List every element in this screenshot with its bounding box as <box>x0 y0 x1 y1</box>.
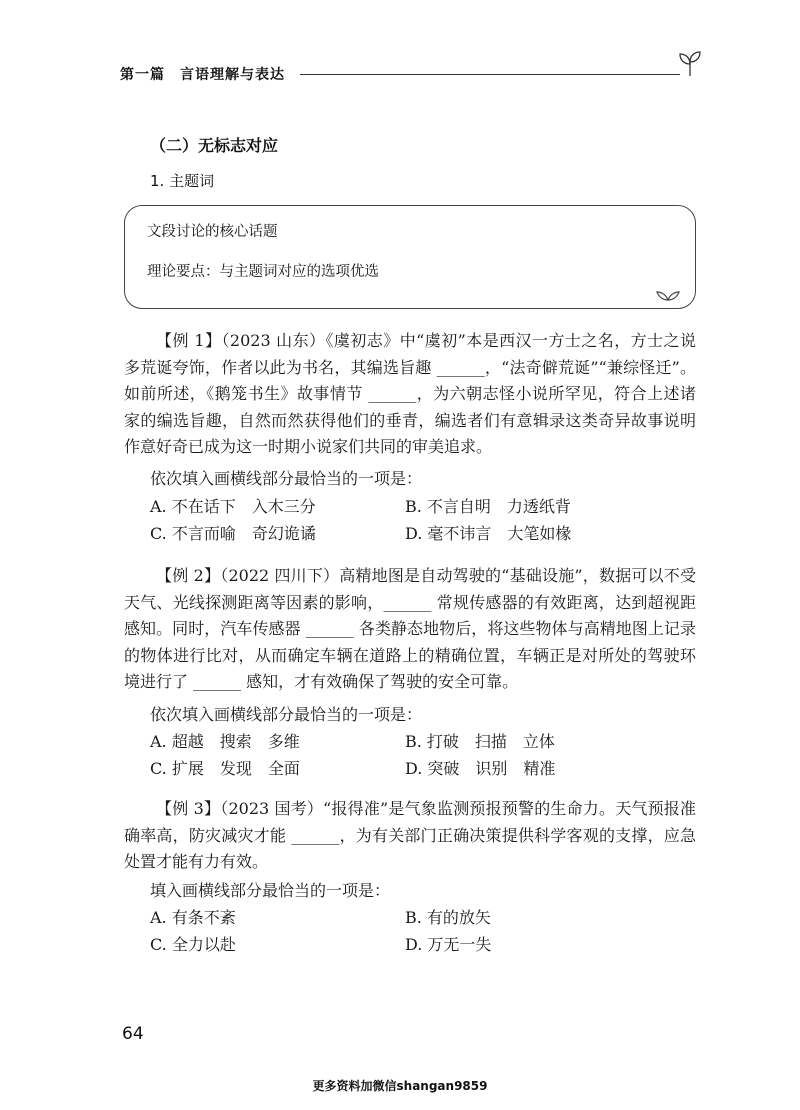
concept-definition: 文段讨论的核心话题 <box>147 224 278 240</box>
concept-box <box>124 205 696 309</box>
concept-key-point: 理论要点：与主题词对应的选项优选 <box>147 264 379 280</box>
example-1-prompt: 依次填入画横线部分最恰当的一项是： <box>150 469 423 488</box>
example-1-option-c: C. 不言而喻 奇幻诡谲 <box>150 524 316 543</box>
chapter-title: 第一篇 言语理解与表达 <box>120 67 285 83</box>
example-3-option-b: B. 有的放矢 <box>405 908 491 927</box>
example-2-option-c: C. 扩展 发现 全面 <box>150 759 300 778</box>
leaf-icon <box>651 288 685 304</box>
example-3-text: 【例 3】（2023 国考）“报得准”是气象监测预报预警的生命力。天气预报准确率高，防灾减灾才能 ______，为有关部门正确决策提供科学客观的支撑，应急处置才能有力有效。 <box>124 799 696 871</box>
example-2-option-a: A. 超越 搜索 多维 <box>150 732 300 751</box>
example-1-option-b: B. 不言自明 力透纸背 <box>405 497 571 516</box>
example-2-option-b: B. 打破 扫描 立体 <box>405 732 555 751</box>
example-2-prompt: 依次填入画横线部分最恰当的一项是： <box>150 705 423 724</box>
example-3-prompt: 填入画横线部分最恰当的一项是： <box>150 881 391 900</box>
example-1-option-a: A. 不在话下 入木三分 <box>150 497 316 516</box>
page-number: 64 <box>122 1024 144 1044</box>
section-title: （二）无标志对应 <box>150 136 279 155</box>
header-rule <box>300 74 680 75</box>
subsection-title: 1. 主题词 <box>150 172 215 190</box>
footer-note: 更多资料加微信shangan9859 <box>312 1079 488 1093</box>
example-2-option-d: D. 突破 识别 精准 <box>405 759 556 778</box>
example-3-option-c: C. 全力以赴 <box>150 935 236 954</box>
example-3-option-a: A. 有条不紊 <box>150 908 236 927</box>
example-3-option-d: D. 万无一失 <box>405 935 492 954</box>
example-1-option-d: D. 毫不讳言 大笔如椽 <box>405 524 572 543</box>
sprout-icon <box>675 48 705 78</box>
example-2-text: 【例 2】（2022 四川下）高精地图是自动驾驶的“基础设施”，数据可以不受天气、光线探测距离等因素的影响，______ 常规传感器的有效距离，达到超视距感知。同时，汽车传感器 ______ 各类静态地物后，将这些物体与高精地图上记录的物体进行比对，从而确定车辆在道路上的精确位置，车辆正是对所处的驾驶环境进行了 ______ 感知，才有效确保了驾驶的安全可靠。 <box>124 566 696 691</box>
example-1-text: 【例 1】（2023 山东）《虞初志》中“虞初”本是西汉一方士之名，方士之说多荒诞夸饰，作者以此为书名，其编选旨趣 ______，“法奇僻荒诞”“兼综怪迁”。如前所述，《鹅笼书生》故事情节 ______，为六朝志怪小说所罕见，符合上述诸家的编选旨趣，自然而然获得他们的垂青，编选者们有意辑录这类奇异故事说明作意好奇已成为这一时期小说家们共同的审美追求。 <box>124 331 696 456</box>
running-header <box>120 64 700 88</box>
